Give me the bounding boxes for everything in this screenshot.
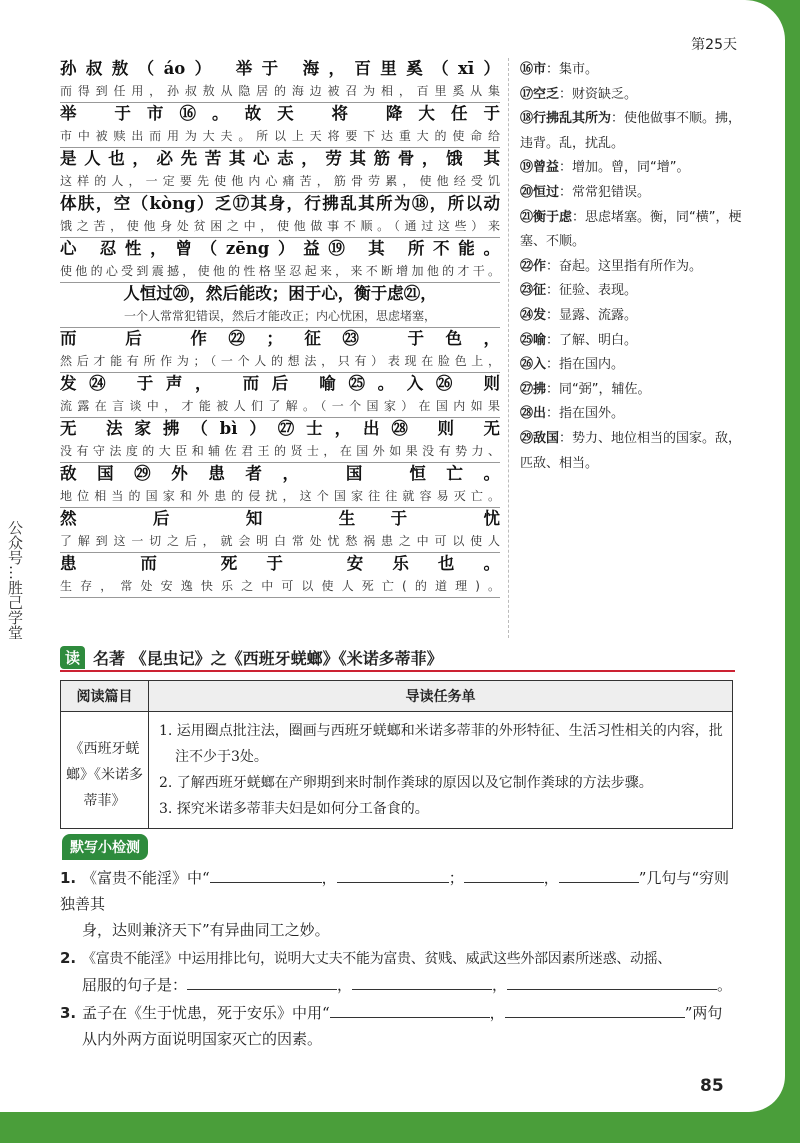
note-definition: 同“弼”，辅佐。: [559, 381, 651, 397]
note-term: ㉔发: [520, 307, 547, 323]
note-item: ⑰空乏：财资缺乏。: [520, 86, 638, 102]
translation-line: 这样的人，一定要先使他内心痛苦，筋骨劳累，使他经受饥: [60, 170, 500, 193]
read-tag: 读: [60, 646, 85, 669]
translation-line: 而得到任用，孙叔敖从隐居的海边被召为相，百里奚从集: [60, 80, 500, 103]
note-item: ⑲曾益：增加。曾，同“增”。: [520, 160, 690, 176]
original-line: 敌国㉙外患者， 国 恒亡。: [60, 464, 500, 483]
note-term: ⑲曾益: [520, 160, 560, 176]
reading-header: [60, 644, 735, 672]
question-2: 2. 《富贵不能淫》中运用排比句，说明大丈夫不能为富贵、贫贱、威武这些外部因素所迷惑、动摇、 屈服的句子是： ， ， 。: [60, 945, 740, 998]
classical-text: [60, 58, 500, 598]
note-term: ㉕喻: [520, 332, 547, 348]
note-definition: 使他做事不顺。拂，违背。乱，扰乱。: [520, 111, 742, 151]
original-line: 人恒过⑳，然后能改；困于心，衡于虑㉑，: [123, 284, 437, 303]
question-text: ”两句: [684, 1004, 723, 1022]
note-term: ㉓征: [520, 283, 547, 299]
translation-line: 使他的心受到震撼，使他的性格坚忍起来，来不断增加他的才干。: [60, 260, 500, 283]
note-definition: 奋起。这里指有所作为。: [559, 258, 703, 274]
note-term: ㉖入: [520, 357, 547, 373]
sidebar-watermark: 公众号…胜己学堂: [6, 520, 24, 640]
question-number: 2.: [60, 949, 77, 967]
task-item: 2. 了解西班牙蜣螂在产卵期到来时制作粪球的原因以及它制作粪球的方法步骤。: [159, 775, 653, 791]
note-definition: 了解、明白。: [559, 332, 638, 348]
task-list: [149, 712, 733, 829]
task-item: 1. 运用圈点批注法，圈画与西班牙蜣螂和米诺多蒂菲的外形特征、生活习性相关的内容，批注不少于3处。: [159, 723, 723, 765]
note-term: ⑰空乏: [520, 86, 560, 102]
original-line: 心 忍性，曾（zēng）益⑲ 其 所不能。: [60, 239, 500, 258]
day-label: 第25天: [691, 37, 737, 53]
question-number: 3.: [60, 1004, 77, 1022]
question-1: 1. 《富贵不能淫》中“ ， ； ， ”几句与“穷则独善其 身，达则兼济天下”有异曲同工之妙。: [60, 865, 740, 943]
question-text: 从内外两方面说明国家灭亡的因素。: [82, 1030, 323, 1048]
answer-blank[interactable]: [187, 973, 337, 990]
answer-blank[interactable]: [559, 866, 639, 883]
question-text: 《富贵不能淫》中运用排比句，说明大丈夫不能为富贵、贫贱、威武这些外部因素所迷惑、动摇、: [82, 951, 672, 967]
answer-blank[interactable]: [337, 866, 449, 883]
note-item: ㉘出：指在国外。: [520, 406, 625, 422]
question-3: 3. 孟子在《生于忧患，死于安乐》中用“ ， ”两句 从内外两方面说明国家灭亡的因素。: [60, 1000, 740, 1052]
question-text: 孟子在《生于忧患，死于安乐》中用“: [82, 1004, 330, 1022]
quiz-tag: 默写小检测: [62, 834, 148, 860]
page-number: 85: [700, 1076, 724, 1096]
question-text: ”几句与“穷则独善其: [60, 869, 730, 913]
table-header-book: 阅读篇目: [61, 681, 149, 712]
translation-line: 然后才能有所作为；（一个人的想法，只有）表现在脸色上，: [60, 350, 500, 373]
answer-blank[interactable]: [210, 866, 322, 883]
translation-line: 流露在言谈中，才能被人们了解。（一个国家）在国内如果: [60, 395, 500, 418]
original-line: 发㉔ 于声， 而后 喻㉕。入㉖ 则: [60, 374, 500, 393]
translation-line: 没有守法度的大臣和辅佐君王的贤士，在国外如果没有势力、: [60, 440, 500, 463]
note-definition: 集市。: [559, 62, 599, 77]
translation-line: 了解到这一切之后，就会明白常处忧愁祸患之中可以使人: [60, 530, 500, 553]
note-definition: 指在国内。: [559, 357, 625, 373]
original-line: 是人也，必先苦其心志，劳其筋骨，饿 其: [60, 149, 500, 168]
answer-blank[interactable]: [330, 1001, 490, 1018]
note-definition: 指在国外。: [559, 406, 625, 422]
note-definition: 征验、表现。: [559, 283, 638, 299]
question-text: 《富贵不能淫》中“: [82, 869, 210, 887]
book-title-cell: 《西班牙蜣螂》《米诺多蒂菲》: [61, 712, 149, 829]
question-number: 1.: [60, 869, 77, 887]
note-term: ㉑衡于虑: [520, 209, 573, 225]
original-line: 而 后 作㉒；征㉓ 于色，: [60, 329, 500, 348]
note-term: ⑯市: [520, 62, 547, 77]
note-item: ㉒作：奋起。这里指有所作为。: [520, 258, 703, 274]
note-definition: 常常犯错误。: [572, 184, 651, 200]
note-definition: 显露、流露。: [559, 307, 638, 323]
note-item: ㉓征：征验、表现。: [520, 283, 638, 299]
translation-line: 生存，常处安逸快乐之中可以使人死亡(的道理)。: [60, 575, 500, 598]
note-term: ㉒作: [520, 258, 547, 274]
note-item: ⑯市：集市。: [520, 62, 599, 77]
original-line: 然 后 知 生于 忧: [60, 509, 500, 528]
question-text: 屈服的句子是：: [82, 976, 188, 994]
task-table: [60, 680, 733, 829]
original-line: 孙叔敖（áo） 举于 海，百里奚（xī）: [60, 59, 500, 78]
translation-line: 一个人常常犯错误，然后才能改正；内心忧困，思虑堵塞，: [60, 305, 500, 328]
note-term: ㉗拂: [520, 381, 547, 397]
note-definition: 增加。曾，同“增”。: [572, 160, 690, 176]
answer-blank[interactable]: [505, 1001, 685, 1018]
original-line: 体肤，空（kòng）乏⑰其身，行拂乱其所为⑱，所以动: [60, 194, 500, 213]
note-term: ㉙敌国: [520, 430, 560, 446]
answer-blank[interactable]: [352, 973, 492, 990]
answer-blank[interactable]: [464, 866, 544, 883]
translation-line: 饿之苦，使他身处贫困之中，使他做事不顺。（通过这些）来: [60, 215, 500, 238]
note-item: ⑳恒过：常常犯错误。: [520, 184, 651, 200]
translation-line: 市中被赎出而用为大夫。所以上天将要下达重大的使命给: [60, 125, 500, 148]
note-item: ㉖入：指在国内。: [520, 357, 625, 373]
annotation-notes: [520, 58, 750, 476]
note-term: ⑳恒过: [520, 184, 560, 200]
task-item: 3. 探究米诺多蒂菲夫妇是如何分工备食的。: [159, 801, 429, 817]
note-definition: 势力、地位相当的国家。敌，匹敌、相当。: [520, 430, 742, 471]
note-item: ㉙敌国：势力、地位相当的国家。敌，匹敌、相当。: [520, 430, 742, 471]
note-term: ⑱行拂乱其所为: [520, 111, 612, 127]
note-item: ⑱行拂乱其所为：使他做事不顺。拂，违背。乱，扰乱。: [520, 111, 742, 151]
note-item: ㉕喻：了解、明白。: [520, 332, 638, 348]
dictation-quiz: [60, 865, 740, 1054]
reading-title: 名著 《昆虫记》之《西班牙蜣螂》《米诺多蒂菲》: [93, 648, 443, 668]
answer-blank[interactable]: [507, 973, 717, 990]
note-term: ㉘出: [520, 406, 547, 422]
note-item: ㉔发：显露、流露。: [520, 307, 638, 323]
note-item: ㉑衡于虑：思虑堵塞。衡，同“横”，梗塞、不顺。: [520, 209, 742, 250]
translation-line: 地位相当的国家和外患的侵扰，这个国家往往就容易灭亡。: [60, 485, 500, 508]
column-divider: [508, 58, 509, 638]
note-definition: 思虑堵塞。衡，同“横”，梗塞、不顺。: [520, 209, 742, 250]
original-line: 无 法家拂（bì）㉗士，出㉘ 则 无: [60, 419, 500, 438]
question-text: 身，达则兼济天下”有异曲同工之妙。: [82, 921, 330, 939]
original-line: 举 于市⑯。故天 将 降大任于: [60, 104, 500, 123]
original-line: 患 而 死于 安乐也。: [60, 554, 500, 573]
table-header-tasks: 导读任务单: [149, 681, 733, 712]
note-item: ㉗拂：同“弼”，辅佐。: [520, 381, 651, 397]
note-definition: 财资缺乏。: [572, 86, 638, 102]
